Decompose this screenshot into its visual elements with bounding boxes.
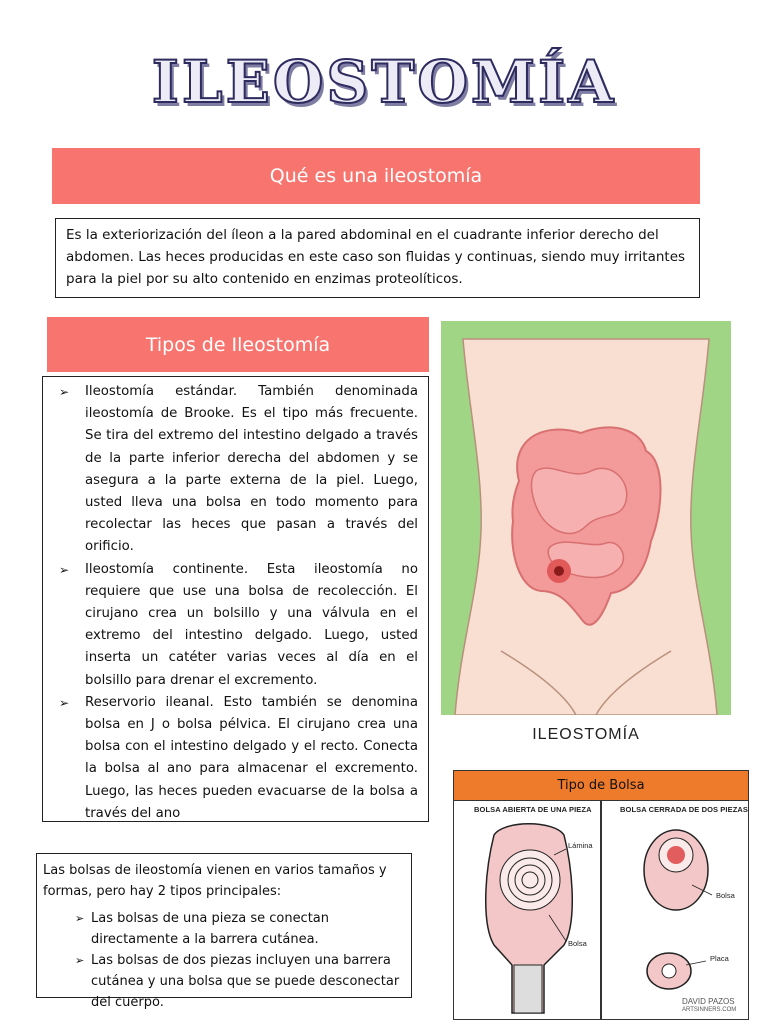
ileostomy-illustration bbox=[441, 321, 731, 715]
label-lamina: Lámina bbox=[568, 841, 593, 850]
tipo-bolsa-heading: Tipo de Bolsa bbox=[454, 771, 748, 801]
bolsas-list bbox=[43, 908, 403, 1013]
tipo-item: ➢ Reservorio ileanal. Esto también se denomina bolsa en J o bolsa pélvica. El cirujano crea una bolsa con el intestino delgado y el recto. Conecta la bolsa al ano para almacenar el excremento. Luego, las heces pueden evacuarse de la bolsa a través del ano bbox=[57, 692, 418, 825]
credit-name: DAVID PAZOS bbox=[682, 997, 735, 1006]
abdomen-image bbox=[441, 321, 731, 715]
bolsas-box bbox=[36, 853, 412, 1010]
bolsas-intro: Las bolsas de ileostomía vienen en varios tamaños y formas, pero hay 2 tipos principales: bbox=[43, 863, 387, 899]
illustration-label: ILEOSTOMÍA bbox=[532, 726, 640, 743]
tipo-item: ➢ Ileostomía estándar. También denominada ileostomía de Brooke. Es el tipo más frecuente. Se tira del extremo del intestino delgado a través de la parte inferior derecha del abdomen y se asegura a la parte externa de la piel. Luego, usted lleva una bolsa en todo momento para recolectar las heces que pasan a través del orificio. bbox=[57, 381, 418, 559]
label-placa: Placa bbox=[710, 954, 729, 963]
right-caption: BOLSA CERRADA DE DOS PIEZAS bbox=[620, 805, 748, 814]
tipo-bolsa-panel bbox=[453, 770, 749, 1020]
label-bolsa-right: Bolsa bbox=[716, 891, 735, 900]
left-caption: BOLSA ABIERTA DE UNA PIEZA bbox=[474, 805, 592, 814]
bolsa-item: ➢ Las bolsas de una pieza se conectan directamente a la barrera cutánea. bbox=[43, 908, 403, 950]
que-es-text: Es la exteriorización del íleon a la pared abdominal en el cuadrante inferior derecho del abdomen. Las heces producidas en este caso son fluidas y continuas, siendo muy irritantes para la piel por su alto contenido en enzimas proteolíticos. bbox=[55, 218, 700, 298]
credit-site: ARTSINNERS.COM bbox=[682, 1007, 737, 1013]
tipo-item: ➢ Ileostomía continente. Esta ileostomía no requiere que use una bolsa de recolección. El cirujano crea un bolsillo y una válvula en el extremo del intestino delgado. Luego, usted inserta un catéter varias veces al día en el bolsillo para drenar el excremento. bbox=[57, 559, 418, 692]
page-title: ILEOSTOMÍA bbox=[151, 48, 617, 116]
bag-diagrams bbox=[454, 815, 748, 1019]
tipos-list-box bbox=[42, 376, 429, 822]
tipos-heading: Tipos de Ileostomía bbox=[47, 317, 429, 372]
que-es-heading: Qué es una ileostomía bbox=[52, 148, 700, 204]
bolsa-item: ➢ Las bolsas de dos piezas incluyen una barrera cutánea y una bolsa que se puede desconectar del cuerpo. bbox=[43, 950, 403, 1013]
tipos-list bbox=[57, 381, 418, 825]
label-bolsa-left: Bolsa bbox=[568, 939, 587, 948]
